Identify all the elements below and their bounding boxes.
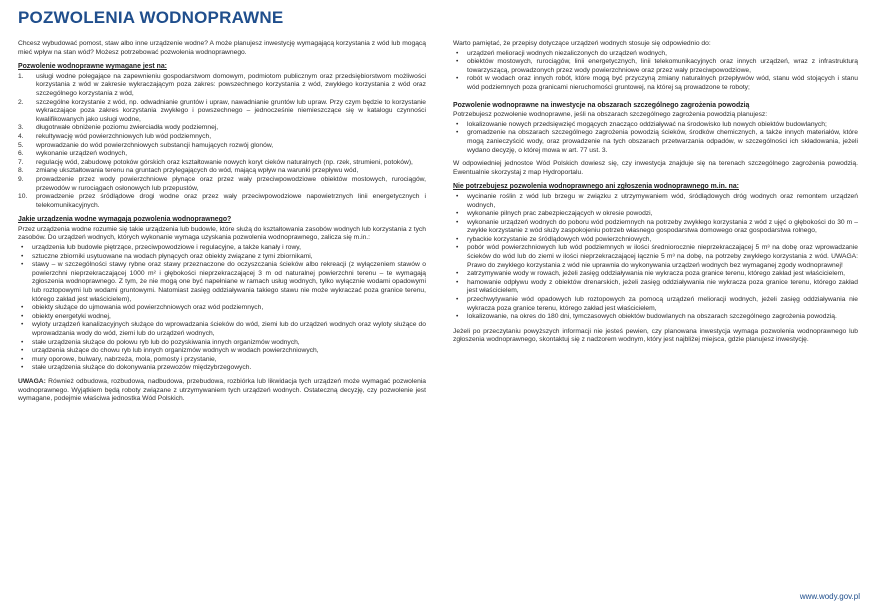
not-required-item (453, 279, 858, 296)
bullet-icon: • (456, 218, 459, 226)
required-item-text: zmianę ukształtowania terenu na gruntach przylegających do wód, mającą wpływ na warunki przepływu wód, (36, 167, 359, 175)
not-required-item (453, 219, 858, 236)
right-column (453, 40, 858, 350)
bullet-icon: • (456, 210, 459, 218)
closing-paragraph: Jeżeli po przeczytaniu powyższych informacji nie jesteś pewien, czy planowana inwestycja wymaga pozwolenia wodnoprawnego lub zgłoszenia wodnoprawnego, skontaktuj się z nadzorem wodnym, który jest najbliżej miejsca, gdzie planujesz inwestycję. (453, 327, 858, 344)
required-item-number: 3. (18, 124, 24, 132)
device-item-text: urządzenia lub budowle piętrzące, przeciwpowodziowe i regulacyjne, a także kanały i rowy, (32, 244, 302, 252)
not-required-item-text: przechwytywanie wód opadowych lub roztopowych za pomocą urządzeń melioracji wodnych, jeżeli zasięg oddziaływania nie wykracza poza granice terenu, którego zakład jest właścicielem, (467, 296, 858, 312)
bullet-icon: • (456, 75, 459, 83)
required-item-number: 2. (18, 98, 24, 106)
required-item-number: 9. (18, 175, 24, 183)
required-item-text: długotrwałe obniżenie poziomu zwierciadła wody podziemnej, (36, 124, 219, 132)
device-item (18, 304, 426, 313)
required-item-number: 7. (18, 158, 24, 166)
required-item (18, 142, 426, 151)
bullet-icon: • (456, 235, 459, 243)
device-item-text: stawy – w szczególności stawy rybne oraz stawy przeznaczone do oczyszczania ścieków albo rekreacji (z wyłączeniem stawów o powierzchni nieprzekraczającej 1000 m² i głębokości nieprzekraczającej 3 m od naturalnej powierzchni terenu – te wymagają zgłoszenia wodnoprawnego. Z tym, że nie mogą one być napełniane w ramach usług wodnych, tylko wyłącznie wodami opadowymi lub roztopowymi lub wodami gruntowymi. Natomiast zasięg oddziaływania takiego stawu nie może wykraczać poza granice terenu, którego zakład jest właścicielem), (32, 261, 426, 303)
required-item-text: szczególne korzystanie z wód, np. odwadnianie gruntów i upraw, nawadnianie gruntów lub upraw. Przy czym będzie to korzystanie wykraczające poza zakres korzystania zwykłego i powszechnego – jednocześnie niemieszczące się w katalogu czynności kwalifikowanych jako usługi wodne, (36, 98, 426, 123)
required-item-text: wprowadzanie do wód powierzchniowych substancji hamujących rozwój glonów, (36, 141, 274, 149)
required-item (18, 176, 426, 193)
not-required-item-text: wykonanie urządzeń wodnych do poboru wód podziemnych na potrzeby zwykłego korzystania z wód z ujęć o głębokości do 30 m – zwykłe korzystanie z wód służy zaspokojeniu potrzeb własnego gospodarstwa domowego oraz gospodarstwa rolnego, (467, 218, 858, 235)
remember-intro: Warto pamiętać, że przepisy dotyczące urządzeń wodnych stosuje się odpowiednio do: (453, 40, 711, 47)
not-required-item-text: wycinanie roślin z wód lub brzegu w związku z utrzymywaniem wód, śródlądowych dróg wodnych oraz remontem urządzeń wodnych, (467, 192, 858, 209)
not-required-item (453, 244, 858, 270)
remember-item-text: obiektów mostowych, rurociągów, linii energetycznych, linii telekomunikacyjnych oraz innych urządzeń, wraz z infrastrukturą towarzyszącą, prowadzonych przez wody powierzchniowe oraz przez wały przeciwpowodziowe, (467, 58, 858, 74)
not-required-item-text: pobór wód powierzchniowych lub wód podziemnych w ilości średniorocznie nieprzekraczającej 5 m³ na dobę oraz wprowadzanie ścieków do wód lub do ziemi w ilości nieprzekraczającej łącznie 5 m³ na dobę, na potrzeby zwykłego korzystania z wód. UWAGA: Prawo do zwykłego korzystania z wód nie uprawnia do wykonywania urządzeń wodnych bez wymaganej zgody wodnoprawnej! (467, 244, 858, 269)
required-item-number: 5. (18, 141, 24, 149)
remember-list (453, 50, 858, 93)
bullet-icon: • (456, 313, 459, 321)
required-item (18, 99, 426, 125)
left-column (18, 40, 426, 409)
remember-item (453, 50, 858, 59)
not-required-item-text: rybackie korzystanie ze śródlądowych wód powierzchniowych, (467, 235, 652, 243)
required-item-text: prowadzenie przez śródlądowe drogi wodne oraz przez wały przeciwpowodziowe napowietrznych linii energetycznych i telekomunikacyjnych. (36, 193, 426, 209)
bullet-icon: • (456, 58, 459, 66)
uwaga-text: Również odbudowa, rozbudowa, nadbudowa, przebudowa, rozbiórka lub likwidacja tych urządzeń może wymagać pozwolenia wodnoprawnego. Wyjątkiem będą roboty związane z utrzymywaniem tych urządzeń wodnych. Ostateczną decyzję, czy pozwolenie jest wymagane, podejmie właściwa jednostka Wód Polskich. (18, 377, 427, 403)
bullet-icon: • (456, 244, 459, 252)
remember-item-text: robót w wodach oraz innych robót, które mogą być przyczyną zmiany naturalnych przepływów wód, stanu wód stojących i stanu wód podziemnych poza granicami nieruchomości gruntowej, na której są prowadzone te roboty; (467, 75, 858, 91)
device-item (18, 261, 426, 304)
remember-item (453, 75, 858, 92)
not-required-item-text: lokalizowanie, na okres do 180 dni, tymczasowych obiektów budowlanych na obszarach szczególnego zagrożenia powodzią. (467, 313, 837, 321)
remember-item-text: urządzeń melioracji wodnych niezaliczonych do urządzeń wodnych, (467, 49, 667, 57)
required-item-text: usługi wodne polegające na zapewnieniu gospodarstwom domowym, podmiotom publicznym oraz przedsiębiorstwom możliwości korzystania z wód w zakresie wykraczającym poza zakres: powszechnego korzystania z wód, zwykłego korzystania z wód oraz szczególnego korzystania z wód, (36, 72, 426, 97)
bullet-icon: • (21, 347, 24, 355)
not-required-item (453, 236, 858, 245)
device-item (18, 356, 426, 365)
device-item (18, 339, 426, 348)
required-list (18, 73, 426, 211)
device-item-text: mury oporowe, bulwary, nabrzeża, mola, pomosty i przystanie, (32, 355, 217, 363)
required-item (18, 133, 426, 142)
required-item-number: 6. (18, 150, 24, 158)
bullet-icon: • (456, 49, 459, 57)
device-item-text: wyloty urządzeń kanalizacyjnych służące do wprowadzania ścieków do wód, ziemi lub do urządzeń wodnych oraz wyloty służące do wprowadzania wody do wód, ziemi lub do urządzeń wodnych, (32, 321, 426, 337)
flood-intro: Potrzebujesz pozwolenie wodnoprawne, jeśli na obszarach szczególnego zagrożenia powodzią planujesz: (453, 111, 768, 119)
required-item-number: 10. (18, 193, 28, 201)
bullet-icon: • (21, 321, 24, 329)
required-item (18, 159, 426, 168)
flood-item (453, 129, 858, 155)
required-item (18, 73, 426, 99)
required-item-number: 4. (18, 132, 24, 140)
device-item-text: stałe urządzenia służące do dokonywania przewozów międzybrzegowych. (32, 364, 252, 372)
bullet-icon: • (21, 252, 24, 260)
not-required-item (453, 193, 858, 210)
bullet-icon: • (456, 278, 459, 286)
not-required-item (453, 270, 858, 279)
flood-note: W odpowiedniej jednostce Wód Polskich dowiesz się, czy inwestycja znajduje się na terenach szczególnego zagrożenia powodzią. Ewentualnie skorzystaj z map Hydroportalu. (453, 160, 858, 176)
not-required-item-text: wykonanie pilnych prac zabezpieczających w okresie powodzi, (467, 210, 653, 218)
not-required-item-text: hamowanie odpływu wody z obiektów drenarskich, jeżeli zasięg oddziaływania nie wykracza poza granice terenu, którego zakład jest właścicielem, (467, 278, 858, 295)
device-item-text: stałe urządzenia służące do połowu ryb lub do pozyskiwania innych organizmów wodnych, (32, 338, 300, 346)
device-item-text: sztuczne zbiorniki usytuowane na wodach płynących oraz obiekty związane z tymi zbiornikami, (32, 252, 313, 260)
bullet-icon: • (21, 312, 24, 320)
device-item (18, 321, 426, 338)
uwaga-paragraph (18, 378, 426, 404)
required-item (18, 124, 426, 133)
device-item-text: obiekty energetyki wodnej, (32, 312, 111, 320)
bullet-icon: • (21, 338, 24, 346)
not-required-list (453, 193, 858, 322)
not-required-item (453, 313, 858, 322)
not-required-item (453, 296, 858, 313)
bullet-icon: • (21, 304, 24, 312)
devices-list (18, 244, 426, 373)
bullet-icon: • (21, 364, 24, 372)
not-required-heading: Nie potrzebujesz pozwolenia wodnoprawnego ani zgłoszenia wodnoprawnego m.in. na: (453, 183, 739, 191)
flood-heading: Pozwolenie wodnoprawne na inwestycje na obszarach szczególnego zagrożenia powodzią (453, 101, 750, 109)
devices-intro: Przez urządzenia wodne rozumie się takie urządzenia lub budowle, które służą do kształtowania zasobów wodnych lub korzystania z tych zasobów. Do urządzeń wodnych, których wykonanie wymaga uzyskania pozwolenia wodnoprawnego, zalicza się m.in.: (18, 225, 426, 242)
required-item (18, 167, 426, 176)
device-item (18, 244, 426, 253)
device-item (18, 253, 426, 262)
flood-list (453, 121, 858, 155)
device-item-text: obiekty służące do ujmowania wód powierzchniowych oraz wód podziemnych, (32, 304, 264, 312)
device-item-text: urządzenia służące do chowu ryb lub innych organizmów wodnych w wodach powierzchniowych, (32, 347, 319, 355)
required-item-number: 8. (18, 167, 24, 175)
device-item (18, 364, 426, 373)
flood-item-text: gromadzenie na obszarach szczególnego zagrożenia powodzią ścieków, środków chemicznych, a także innych materiałów, które mogą zanieczyścić wody, oraz prowadzenie na tych obszarach przetwarzania odpadów, w szczególności ich składowania, jeżeli wydano decyzję, o której mowa w art. 77 ust. 3. (467, 129, 858, 154)
required-item-text: regulację wód, zabudowę potoków górskich oraz kształtowanie nowych koryt cieków naturalnych (np. rzek, strumieni, potoków), (36, 158, 413, 166)
intro-paragraph: Chcesz wybudować pomost, staw albo inne urządzenie wodne? A może planujesz inwestycję wymagającą korzystania z wód lub mogącą mieć wpływ na stan wód? Możesz potrzebować pozwolenia wodnoprawnego. (18, 40, 426, 56)
required-item (18, 150, 426, 159)
required-item-text: wykonanie urządzeń wodnych, (36, 150, 128, 158)
bullet-icon: • (21, 244, 24, 252)
bullet-icon: • (456, 192, 459, 200)
page-title: POZWOLENIA WODNOPRAWNE (18, 8, 284, 27)
bullet-icon: • (456, 129, 459, 137)
devices-heading: Jakie urządzenia wodne wymagają pozwolenia wodnoprawnego? (18, 216, 232, 224)
remember-item (453, 58, 858, 75)
required-item-text: prowadzenie przez wody powierzchniowe płynące oraz przez wały przeciwpowodziowe obiektów mostowych, rurociągów, przewodów w rurociągach osłonowych lub przepustów, (36, 175, 426, 192)
not-required-item (453, 210, 858, 219)
required-item (18, 193, 426, 210)
required-item-number: 1. (18, 72, 24, 80)
flood-item (453, 121, 858, 130)
bullet-icon: • (456, 120, 459, 128)
bullet-icon: • (21, 261, 24, 269)
bullet-icon: • (21, 355, 24, 363)
required-item-text: rekultywację wód powierzchniowych lub wód podziemnych, (36, 132, 212, 140)
device-item (18, 313, 426, 322)
footer-url[interactable]: www.wody.gov.pl (799, 592, 860, 601)
uwaga-label: UWAGA: (18, 377, 46, 385)
not-required-item-text: zatrzymywanie wody w rowach, jeżeli zasięg oddziaływania nie wykracza poza granice terenu, którego zakład jest właścicielem, (467, 270, 846, 278)
device-item (18, 347, 426, 356)
bullet-icon: • (456, 270, 459, 278)
flood-item-text: lokalizowanie nowych przedsięwzięć mogących znacząco oddziaływać na środowisko lub nowych obiektów budowlanych; (467, 120, 827, 128)
required-heading: Pozwolenie wodnoprawne wymagane jest na: (18, 63, 167, 71)
bullet-icon: • (456, 296, 459, 304)
